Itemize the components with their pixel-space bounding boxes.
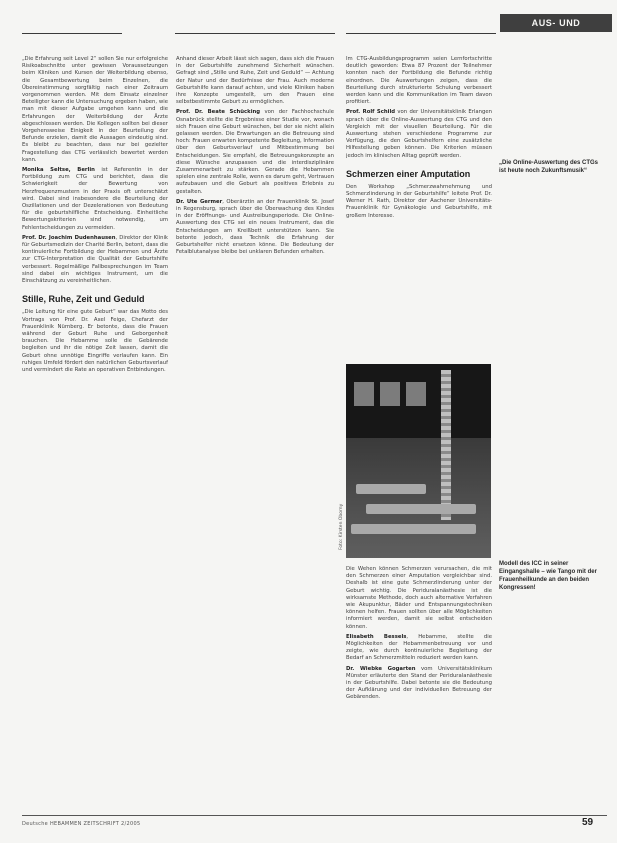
paragraph: [346, 634, 492, 663]
paragraph-text: vom Universitätsklinikum Münster erläuterte den Stand der Periduralanästhesie in der Geburtshilfe. Dabei betonte sie die Bedeutung der Aufklärung und der individuellen Betreuung der Gebärenden.: [346, 665, 492, 701]
congress-hall-photo: [346, 364, 491, 558]
paragraph: [22, 235, 168, 285]
page-number: 59: [582, 817, 594, 828]
paragraph: [176, 109, 334, 195]
photo-building-model: [356, 484, 426, 494]
article-column-3-bottom: [346, 566, 492, 816]
person-name: Prof. Dr. Joachim Dudenhausen: [22, 234, 116, 241]
column-rule: [346, 33, 496, 34]
person-name: Monika Seltse, Berlin: [22, 167, 95, 174]
photo-building-model: [351, 524, 476, 534]
footer-rule: [22, 815, 607, 816]
section-heading: Stille, Ruhe, Zeit und Geduld: [22, 294, 145, 305]
person-name: Prof. Rolf Schild: [346, 109, 396, 116]
photo-building-model: [366, 504, 476, 514]
photo-window: [354, 382, 374, 406]
person-name: Elisabeth Bessels: [346, 633, 407, 640]
paragraph: Die Wehen können Schmerzen verursachen, die mit den Schmerzen einer Amputation vergleichbar sind. Deshalb ist eine gute Schmerzlinderung unter der Geburt wichtig. Die Periduralanästhesie ist die wirksamste Methode, doch auch alternative Verfahren wie Akupunktur, Bäder und Entspannungstechniken können helfen. Frauen sollten über alle Möglichkeiten informiert werden, damit sie selbst entscheiden können.: [346, 566, 492, 630]
paragraph-text: , Hebamme, stellte die Möglichkeiten der Hebammenbetreuung vor und zeigte, wie durch kontinuierliche Begleitung der Bedarf an Schmerzmitteln reduziert werden kann.: [346, 633, 492, 662]
column-rule: [175, 33, 335, 34]
section-heading: Schmerzen einer Amputation: [346, 168, 471, 179]
article-column-1: [22, 56, 168, 816]
photo-window: [380, 382, 400, 406]
photo-floor: [346, 438, 491, 558]
photo-window: [406, 382, 426, 406]
article-column-3-top: [346, 56, 492, 361]
paragraph-text: von der Universitätsklinik Erlangen sprach über die Online-Auswertung des CTG und den Vergleich mit der visuellen Beurteilung. Für die Auswertung stehen verschiedene Programme zur Verfügung, die den Geburtshelfern eine zusätzliche Hilfestellung geben können. Die Kriterien müssen jedoch im klinischen Alltag geprüft werden.: [346, 109, 492, 159]
paragraph: [22, 167, 168, 232]
paragraph: [176, 199, 334, 257]
paragraph-text: ist Referentin in der Fortbildung zum CTG und berichtet, dass die Schwierigkeit der Bewertung von Herzfrequenzmustern in der Praxis oft unterschätzt wird. Dabei sind insbesondere die Beurteilung der Oszillationen und der Dezelerationen von Bedeutung für die geburtshilfliche Entscheidung. Einheitliche Bewertungskriterien sind notwendig, um Fehlentscheidungen zu vermeiden.: [22, 167, 168, 231]
paragraph: „Die Leitung für eine gute Geburt“ war das Motto des Vortrags von Prof. Dr. Axel Feige, Chefarzt der Frauenklinik Nürnberg. Er betonte, dass die Frauen während der Geburt Ruhe und Geborgenheit brauchen. Die Hebamme solle die Gebärende begleiten und ihr die nötige Zeit lassen, damit die Geburt ohne unnötige Eingriffe verlaufen kann. Ein ruhiges Umfeld fördert den natürlichen Geburtsverlauf und vermindert die Rate an operativen Entbindungen.: [22, 309, 168, 373]
section-header: AUS- UND WEITERBILDUNG: [500, 14, 612, 32]
paragraph: Anhand dieser Arbeit lässt sich sagen, dass sich die Frauen in der Geburtshilfe zunehmend Sicherheit wünschen. Gefragt sind „Stille und Ruhe, Zeit und Geduld“ — Achtung der Natur und der Bedürfnisse der Frau. Auch moderne Geburtshilfe kann darauf achten, und viele Kliniken haben ihre Konzepte umgestellt, um den Frauen eine selbstbestimmte Geburt zu ermöglichen.: [176, 56, 334, 106]
paragraph: [346, 666, 492, 702]
footer-publication: Deutsche HEBAMMEN ZEITSCHRIFT 2/2005: [22, 821, 141, 827]
article-column-2: [176, 56, 334, 816]
paragraph: „Die Erfahrung seit Level 2“ sollen Sie nur erfolgreiche Risikoabschnitte unter gewissen Voraussetzungen beim Kliniken und Kursen der Weiterbildung ebenso, die Gesamtbewertung beim Einzelnen, die Übereinstimmung sorgfältig nach einer Zeitraum vorgenommen werden. Mit dem Einsatz einzelner Beteiligter kann die Untersuchung ergeben haben, wie man mit dieser Aufgabe umgehen kann und die Erfahrungen der Weiterbildung der Ärzte abgeschlossen werden. Die Kollegen sollten bei dieser Vorgehensweise Einigkeit in der Beurteilung der Befunde erzielen, damit die Aussagen eindeutig sind. Es bleibt zu beachten, dass nur bei gezielter Fragestellung das CTG verlässlich bewertet werden kann.: [22, 56, 168, 163]
paragraph: [346, 109, 492, 159]
paragraph: Im CTG-Ausbildungsprogramm seien Lernfortschritte deutlich geworden: Etwa 87 Prozent der Teilnehmer konnten nach der Fortbildung die Befunde richtig einordnen. Die Auswertungen zeigen, dass die Beurteilung durch strukturierte Schulung verbessert werden kann und die Kommunikation im Team davon profitiert.: [346, 56, 492, 106]
photo-tower-model: [441, 370, 451, 520]
paragraph-text: von der Fachhochschule Osnabrück stellte die Ergebnisse einer Studie vor, wonach sich Frauen eine Geburt wünschen, bei der sie nicht allein gelassen werden. Die Erwartungen an die Betreuung sind hoch: Frauen erwarten kompetente Begleitung, Information über den Geburtsverlauf und Mitbestimmung bei Entscheidungen. Sie empfahl, die Betreuungskonzepte an diese Wünsche anzupassen und die interdisziplinäre Zusammenarbeit zu stärken. Gerade die Hebammen spielen eine zentrale Rolle, wenn es darum geht, Vertrauen aufzubauen und die Geburt als positives Erlebnis zu gestalten.: [176, 109, 334, 195]
person-name: Dr. Ute Germer: [176, 198, 223, 205]
photo-caption: Modell des ICC in seiner Eingangshalle – wie Tango mit der Frauenheilkunde an den beiden Kongressen!: [499, 561, 597, 591]
pull-quote: „Die Online-Auswertung des CTGs ist heute noch Zukunftsmusik“: [499, 160, 599, 174]
paragraph-text: , Oberärztin an der Frauenklinik St. Josef in Regensburg, sprach über die Überwachung des Kindes in der Eröffnungs- und Austreibungsperiode. Die Online-Auswertung des CTG sei ein neues Instrument, das die Entscheidungen am Kreißbett unterstützen kann. Sie betonte jedoch, dass Technik die Erfahrung der Geburtshelfer nicht ersetzen könne. Die Bedeutung der Fetalblutanalyse bleibe bei unklaren Befunden erhalten.: [176, 198, 334, 256]
person-name: Dr. Wiebke Gogarten: [346, 665, 416, 672]
column-rule: [22, 33, 122, 34]
photo-credit: Foto: Kirsten Oborny: [339, 503, 344, 550]
paragraph: Den Workshop „Schmerzwahrnehmung und Schmerzlinderung in der Geburtshilfe“ leitete Prof. Dr. Werner H. Rath, Direktor der Aachener Universitäts-Frauenklinik für Gynäkologie und Geburtshilfe, mit großem Interesse.: [346, 183, 492, 219]
paragraph-text: , Direktor der Klinik für Geburtsmedizin der Charité Berlin, betont, dass die kontinuierliche Fortbildung der Hebammen und Ärzte zur CTG-Interpretation die Qualität der Geburtshilfe verbessert. Regelmäßige Fallbesprechungen im Team sind dabei ein wichtiges Instrument, um die Einschätzung zu vereinheitlichen.: [22, 234, 168, 285]
person-name: Prof. Dr. Beate Schücking: [176, 109, 261, 116]
